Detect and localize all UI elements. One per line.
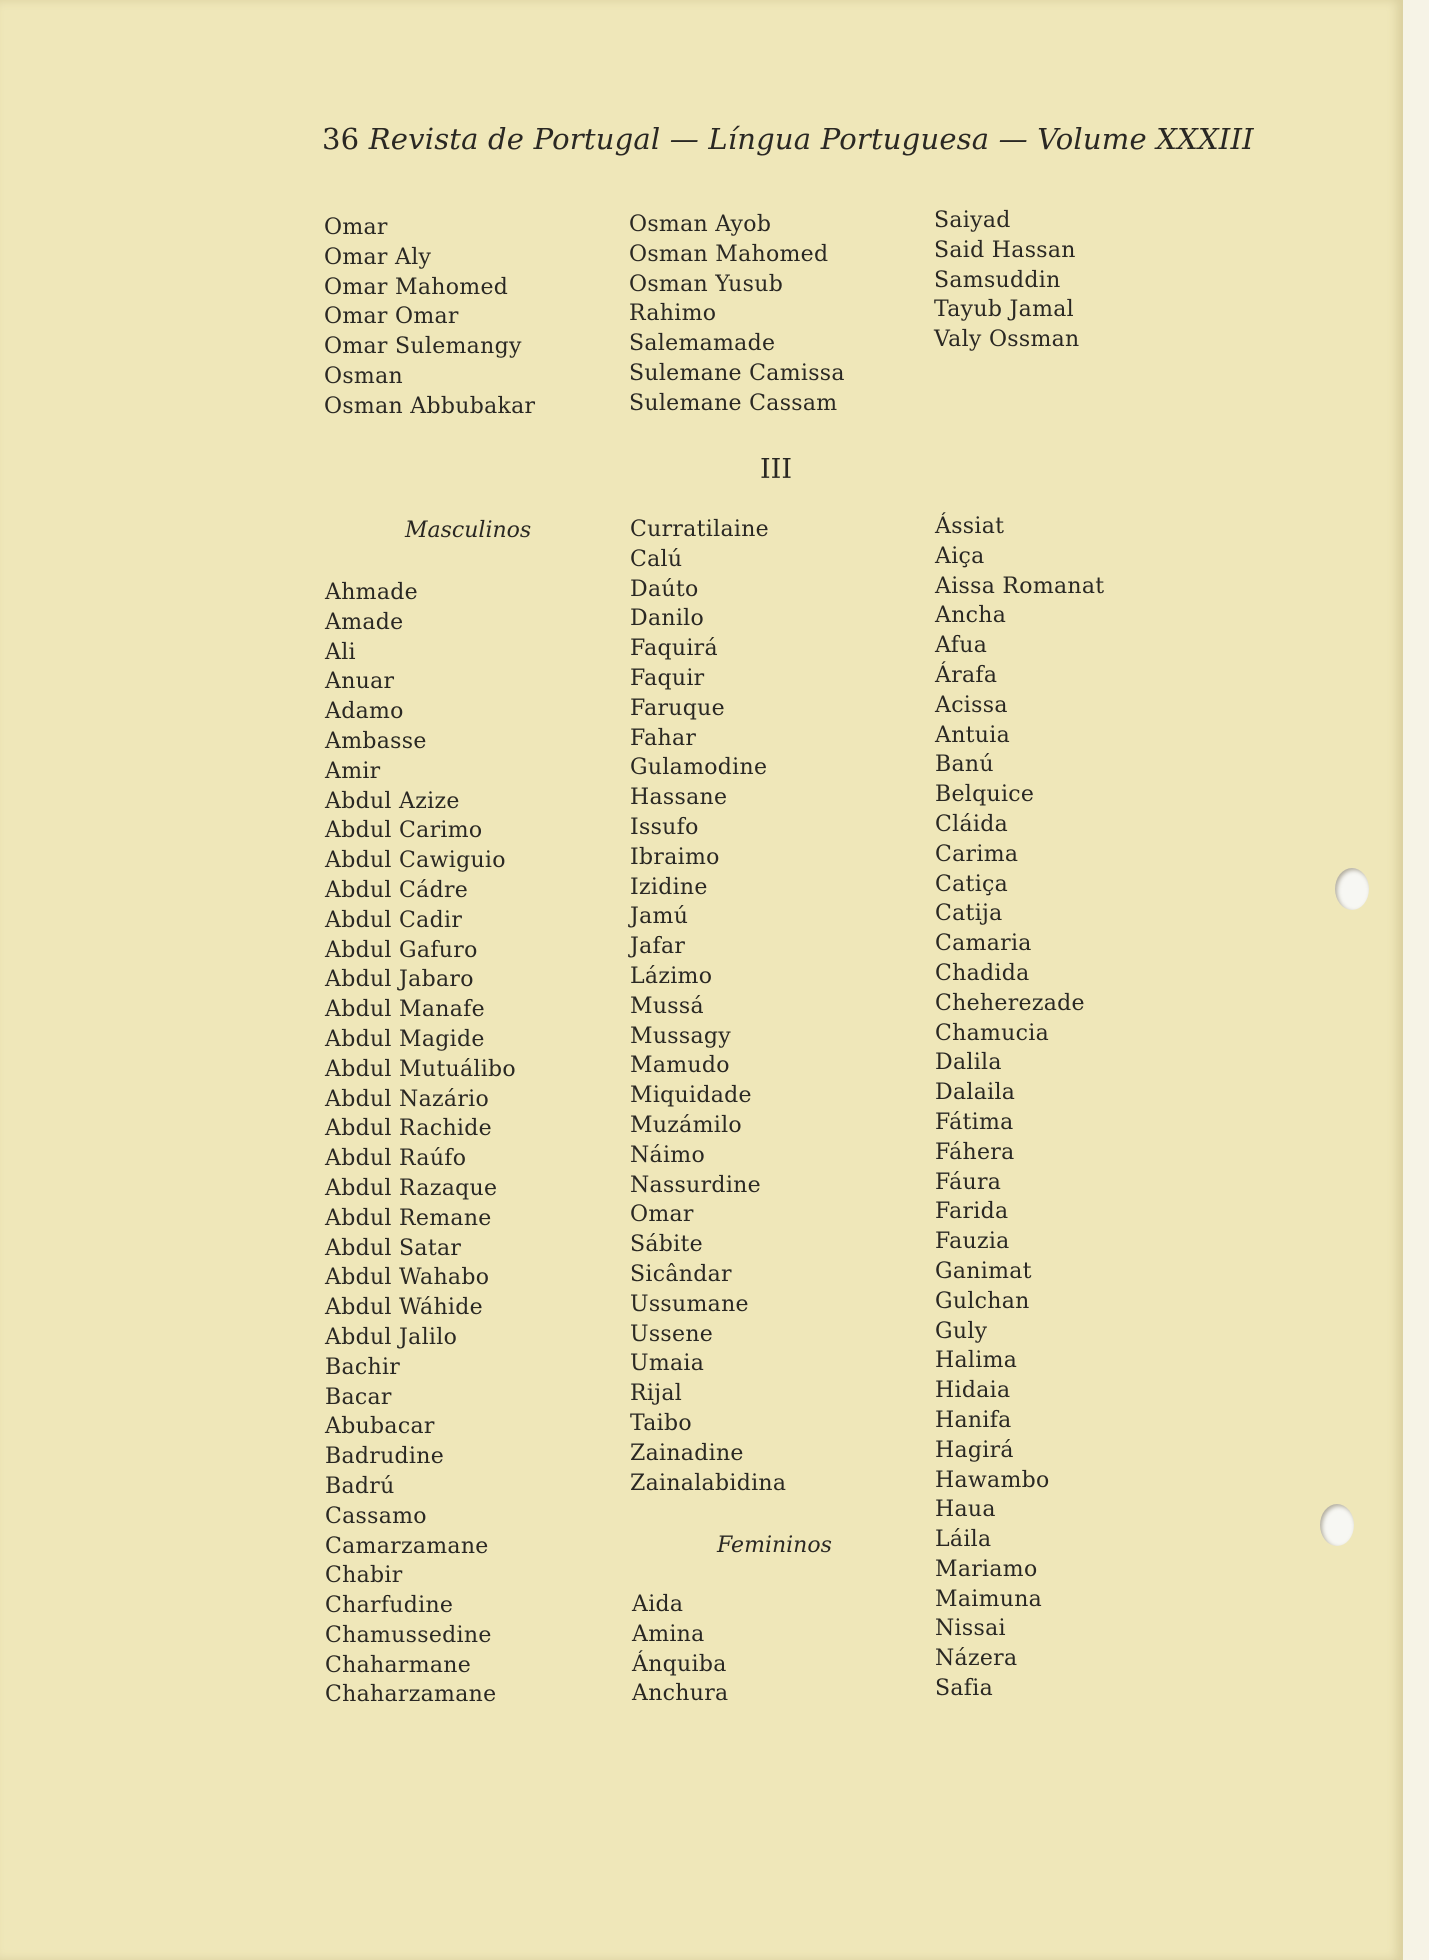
name-entry: Camarzamane: [325, 1533, 489, 1559]
name-entry: Abdul Gafuro: [325, 937, 478, 963]
name-entry: Anuar: [325, 669, 395, 695]
name-entry: Faquir: [630, 665, 705, 691]
name-entry: Catija: [935, 901, 1003, 927]
name-entry: Sicândar: [630, 1261, 732, 1287]
name-entry: Calú: [630, 546, 683, 572]
name-entry: Abdul Magide: [325, 1026, 485, 1052]
name-entry: Osman Mahomed: [629, 241, 829, 267]
name-entry: Adamo: [325, 699, 404, 725]
name-entry: Said Hassan: [934, 237, 1076, 263]
name-entry: Mussá: [630, 993, 704, 1019]
name-entry: Omar: [630, 1202, 694, 1228]
name-entry: Aissa Romanat: [935, 573, 1105, 599]
femininos-column-3: [935, 512, 1104, 1704]
name-entry: Ganimat: [935, 1258, 1032, 1284]
name-entry: Anchura: [632, 1681, 729, 1707]
name-entry: Gulamodine: [630, 755, 768, 781]
name-entry: Chaharzamane: [325, 1682, 497, 1708]
name-entry: Jafar: [630, 934, 686, 960]
name-entry: Acissa: [935, 692, 1008, 718]
punch-hole-upper: [1335, 868, 1369, 910]
name-entry: Abdul Jabaro: [325, 967, 474, 993]
name-entry: Safia: [935, 1676, 993, 1702]
name-entry: Badrudine: [325, 1444, 445, 1470]
name-entry: Afua: [935, 633, 988, 659]
name-entry: Omar Aly: [324, 244, 432, 270]
masculinos-column-1: [325, 578, 516, 1710]
masculinos-column-2: [630, 515, 786, 1498]
name-entry: Bachir: [325, 1354, 401, 1380]
name-entry: Omar Sulemangy: [324, 334, 522, 360]
name-entry: Ali: [325, 639, 356, 665]
name-entry: Ibraimo: [630, 844, 720, 870]
name-entry: Árafa: [935, 662, 998, 688]
name-entry: Haua: [935, 1497, 996, 1523]
name-entry: Fátima: [935, 1109, 1014, 1135]
name-entry: Issufo: [630, 814, 699, 840]
name-entry: Jamú: [630, 904, 689, 930]
name-entry: Faruque: [630, 695, 725, 721]
name-entry: Hassane: [630, 785, 728, 811]
name-entry: Bacar: [325, 1384, 392, 1410]
name-entry: Umaia: [630, 1351, 705, 1377]
name-entry: Láila: [935, 1527, 992, 1553]
name-entry: Mussagy: [630, 1023, 732, 1049]
name-entry: Fahar: [630, 725, 697, 751]
name-entry: Maimuna: [935, 1586, 1043, 1612]
name-entry: Aida: [632, 1592, 684, 1617]
name-entry: Valy Ossman: [934, 327, 1080, 353]
name-entry: Izidine: [630, 874, 708, 900]
name-entry: Ussumane: [630, 1291, 749, 1317]
name-entry: Abdul Cawiguio: [325, 848, 506, 874]
name-entry: Dalaila: [935, 1080, 1016, 1106]
name-entry: Banú: [935, 752, 994, 778]
name-entry: Abdul Jalilo: [325, 1324, 458, 1350]
name-entry: Osman Ayob: [629, 212, 772, 237]
name-entry: Ambasse: [325, 728, 427, 754]
name-entry: Aiça: [935, 543, 985, 569]
name-entry: Cassamo: [325, 1503, 427, 1529]
name-entry: Dalila: [935, 1050, 1002, 1076]
femininos-column-2: [632, 1590, 728, 1709]
name-entry: Sulemane Camissa: [629, 360, 845, 386]
name-entry: Fáhera: [935, 1139, 1015, 1165]
name-entry: Osman: [324, 363, 403, 389]
name-entry: Mariamo: [935, 1556, 1038, 1582]
name-entry: Carima: [935, 841, 1019, 867]
name-entry: Abdul Rachide: [325, 1116, 492, 1142]
name-entry: Chadida: [935, 960, 1030, 986]
name-entry: Taibo: [630, 1410, 692, 1436]
punch-hole-lower: [1320, 1504, 1354, 1546]
name-entry: Zainalabidina: [630, 1470, 787, 1496]
name-entry: Omar Omar: [324, 304, 459, 330]
name-entry: Abdul Cádre: [325, 877, 469, 903]
name-entry: Guly: [935, 1318, 988, 1344]
name-entry: Cheherezade: [935, 990, 1085, 1016]
name-entry: Ancha: [935, 603, 1007, 629]
name-entry: Abdul Manafe: [325, 997, 485, 1023]
name-entry: Daúto: [630, 576, 699, 602]
name-entry: Muzámilo: [630, 1112, 742, 1138]
name-entry: Amir: [325, 758, 381, 784]
name-entry: Abdul Wahabo: [325, 1265, 490, 1291]
name-entry: Zainadine: [630, 1440, 744, 1466]
name-entry: Abdul Remane: [325, 1205, 492, 1231]
name-entry: Názera: [935, 1646, 1018, 1672]
name-entry: Antuia: [935, 722, 1011, 748]
name-entry: Omar: [324, 215, 388, 240]
name-entry: Ánquiba: [632, 1651, 727, 1677]
name-entry: Abdul Satar: [325, 1235, 462, 1261]
name-entry: Nassurdine: [630, 1172, 761, 1198]
name-entry: Abdul Raúfo: [325, 1146, 467, 1172]
name-entry: Abdul Azize: [325, 788, 460, 814]
name-entry: Hidaia: [935, 1378, 1011, 1404]
name-entry: Abubacar: [325, 1414, 435, 1440]
name-entry: Mamudo: [630, 1053, 730, 1079]
name-entry: Samsuddin: [934, 267, 1061, 293]
name-entry: Ássiat: [935, 514, 1005, 539]
name-entry: Curratilaine: [630, 517, 770, 542]
top-column-1: [324, 213, 535, 422]
name-entry: Farida: [935, 1199, 1009, 1225]
name-entry: Rahimo: [629, 301, 717, 327]
name-entry: Omar Mahomed: [324, 274, 509, 300]
femininos-heading: Femininos: [717, 1533, 832, 1558]
name-entry: Amade: [325, 609, 404, 635]
name-entry: Salemamade: [629, 331, 776, 357]
running-header: [322, 122, 1254, 156]
name-entry: Fáura: [935, 1169, 1002, 1195]
name-entry: Ahmade: [325, 580, 418, 605]
journal-title: Revista de Portugal — Língua Portuguesa — Volume XXXIII: [368, 122, 1254, 156]
name-entry: Abdul Carimo: [325, 818, 483, 844]
name-entry: Danilo: [630, 606, 705, 632]
name-entry: Tayub Jamal: [934, 297, 1075, 323]
name-entry: Charfudine: [325, 1593, 454, 1619]
name-entry: Abdul Razaque: [325, 1175, 498, 1201]
top-column-3: [934, 206, 1080, 355]
name-entry: Halima: [935, 1348, 1018, 1374]
name-entry: Saiyad: [934, 208, 1011, 233]
name-entry: Cláida: [935, 811, 1009, 837]
name-entry: Hagirá: [935, 1437, 1014, 1463]
name-entry: Osman Abbubakar: [324, 393, 536, 419]
name-entry: Catiça: [935, 871, 1009, 897]
name-entry: Hanifa: [935, 1407, 1012, 1433]
name-entry: Osman Yusub: [629, 271, 784, 297]
name-entry: Chaharmane: [325, 1652, 472, 1678]
name-entry: Nissai: [935, 1616, 1006, 1642]
name-entry: Chamucia: [935, 1020, 1050, 1046]
name-entry: Abdul Nazário: [325, 1086, 490, 1112]
name-entry: Abdul Cadir: [325, 907, 463, 933]
name-entry: Sábite: [630, 1232, 703, 1258]
name-entry: Abdul Wáhide: [325, 1295, 483, 1321]
name-entry: Rijal: [630, 1381, 683, 1407]
name-entry: Chabir: [325, 1563, 403, 1589]
name-entry: Belquice: [935, 782, 1035, 808]
top-column-2: [629, 210, 845, 419]
name-entry: Camaria: [935, 931, 1032, 957]
name-entry: Chamussedine: [325, 1622, 492, 1648]
page-edge: [1403, 0, 1429, 1960]
name-entry: Gulchan: [935, 1288, 1030, 1314]
name-entry: Miquidade: [630, 1083, 752, 1109]
name-entry: Ussene: [630, 1321, 714, 1347]
name-entry: Amina: [632, 1621, 705, 1647]
masculinos-heading: Masculinos: [405, 518, 532, 543]
name-entry: Lázimo: [630, 963, 713, 989]
section-numeral: III: [760, 454, 792, 485]
name-entry: Náimo: [630, 1142, 706, 1168]
name-entry: Faquirá: [630, 636, 718, 662]
name-entry: Hawambo: [935, 1467, 1050, 1493]
name-entry: Abdul Mutuálibo: [325, 1056, 516, 1082]
name-entry: Badrú: [325, 1473, 395, 1499]
page-number: 36: [322, 122, 360, 156]
name-entry: Sulemane Cassam: [629, 390, 838, 416]
name-entry: Fauzia: [935, 1229, 1010, 1255]
